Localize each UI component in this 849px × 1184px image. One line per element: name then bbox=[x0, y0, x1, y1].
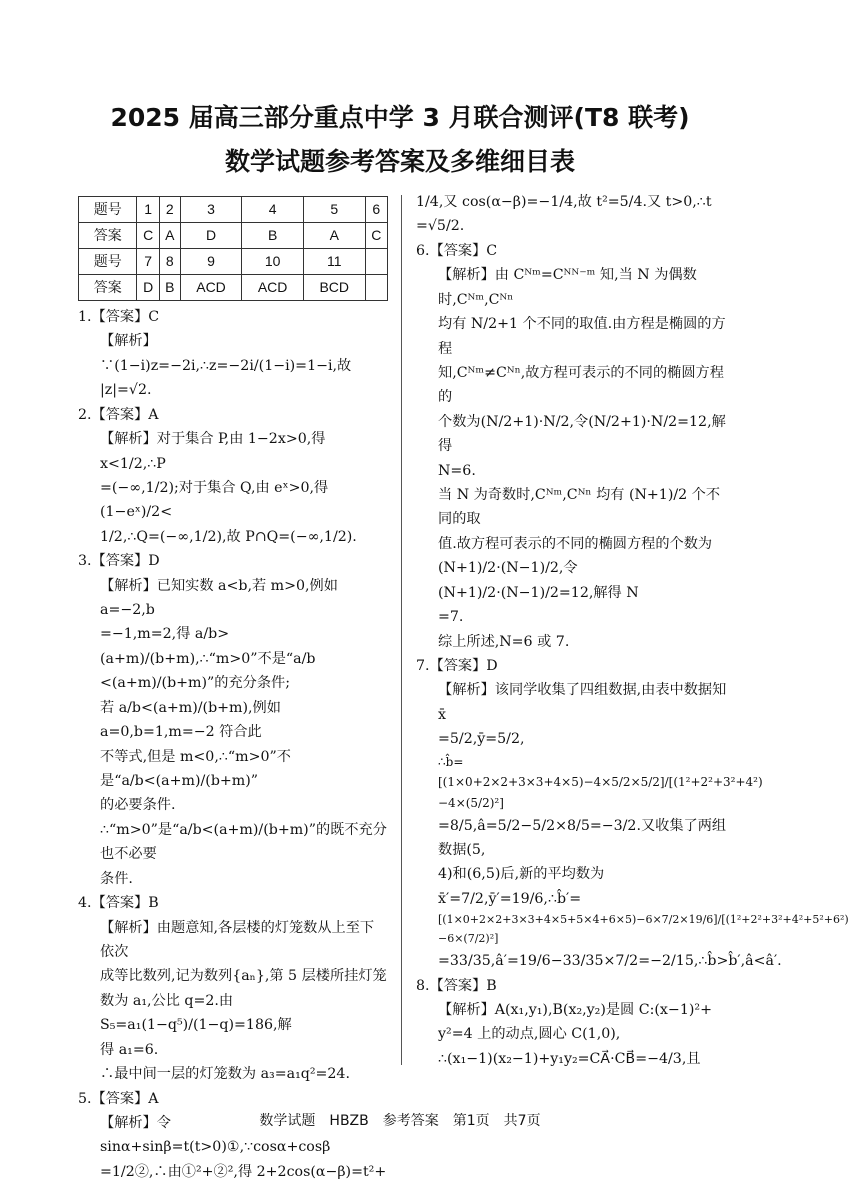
q6-answer: 6.【答案】C bbox=[416, 242, 498, 259]
table-row: 答案 C A D B A C bbox=[79, 223, 388, 249]
q6-solution: 【解析】由 Cᴺᵐ=Cᴺᴺ⁻ᵐ 知,当 N 为偶数时,Cᴺᵐ,Cᴺⁿ bbox=[438, 267, 697, 308]
page-title: 2025 届高三部分重点中学 3 月联合测评(T8 联考) bbox=[110, 103, 690, 132]
q3-solution: 条件. bbox=[100, 870, 133, 887]
q8-solution: ∴(x₁−1)(x₂−1)+y₁y₂=CA⃗·CB⃗=−4/3,且 bbox=[438, 1050, 701, 1067]
q7-answer: 7.【答案】D bbox=[416, 658, 498, 675]
q6-solution: 综上所述,N=6 或 7. bbox=[438, 633, 570, 650]
q6-solution: 均有 N/2+1 个不同的取值.由方程是椭圆的方程 bbox=[438, 316, 726, 357]
q3-solution: 的必要条件. bbox=[100, 797, 176, 814]
q2-solution: 1/2,∴Q=(−∞,1/2),故 P∩Q=(−∞,1/2). bbox=[100, 528, 357, 545]
q7-formula: ∴b̂=[(1×0+2×2+3×3+4×5)−4×5/2×5/2]/[(1²+2²+3²+4²)−4×(5/2)²] bbox=[438, 754, 763, 810]
left-column bbox=[78, 190, 388, 1184]
q7-solution: =33/35,â′=19/6−33/35×7/2=−2/15,∴b̂>b̂′,â<â′. bbox=[438, 953, 782, 970]
q7-solution: =8/5,â=5/2−5/2×8/5=−3/2.又收集了两组数据(5, bbox=[438, 817, 727, 858]
page-footer: 数学试题 HBZB 参考答案 第1页 共7页 bbox=[259, 1113, 541, 1129]
q4-answer: 4.【答案】B bbox=[78, 895, 159, 912]
q7-solution: 4)和(6,5)后,新的平均数为 x̄′=7/2,ȳ′=19/6,∴b̂′= bbox=[438, 866, 605, 907]
q5-answer: 5.【答案】A bbox=[78, 1090, 159, 1107]
table-row: 题号 1 2 3 4 5 6 bbox=[79, 197, 388, 223]
q4-solution: 数为 a₁,公比 q=2.由 S₅=a₁(1−q⁵)/(1−q)=186,解 bbox=[100, 992, 292, 1034]
q8-solution: y²=4 上的动点,圆心 C(1,0), bbox=[438, 1026, 621, 1043]
answer-table bbox=[78, 196, 388, 301]
q5-solution: 1/4,又 cos(α−β)=−1/4,故 t²=5/4.又 t>0,∴t bbox=[416, 194, 712, 210]
q7-formula: [(1×0+2×2+3×3+4×5+5×4+6×5)−6×7/2×19/6]/[(1²+2²+3²+4²+5²+6²)−6×(7/2)²] bbox=[438, 913, 849, 946]
q7-solution: =5/2,ȳ=5/2, bbox=[438, 731, 525, 748]
table-row: 答案 D B ACD ACD BCD bbox=[79, 275, 388, 301]
q3-solution: <(a+m)/(b+m)”的充分条件; bbox=[100, 675, 291, 692]
page-subtitle: 数学试题参考答案及多维细目表 bbox=[224, 147, 575, 176]
q6-solution: (N+1)/2·(N−1)/2,令 (N+1)/2·(N−1)/2=12,解得 N bbox=[438, 560, 639, 601]
q3-solution: 若 a/b<(a+m)/(b+m),例如 a=0,b=1,m=−2 符合此 bbox=[100, 699, 281, 741]
q6-solution: 值.故方程可表示的不同的椭圆方程的个数为 bbox=[438, 535, 713, 552]
q5-solution: =√5/2. bbox=[416, 218, 465, 235]
q6-solution: 当 N 为奇数时,Cᴺᵐ,Cᴺⁿ 均有 (N+1)/2 个不同的取 bbox=[438, 487, 721, 528]
q3-solution: 不等式,但是 m<0,∴“m>0”不是“a/b<(a+m)/(b+m)” bbox=[100, 748, 291, 790]
q1-solution: |z|=√2. bbox=[100, 382, 152, 399]
q3-solution: ∴“m>0”是“a/b<(a+m)/(b+m)”的既不充分也不必要 bbox=[100, 821, 387, 863]
q6-solution: N=6. bbox=[438, 462, 476, 479]
q5-solution: =1/2②,∴由①²+②²,得 2+2cos(α−β)=t²+ bbox=[100, 1163, 387, 1180]
q6-solution: 知,Cᴺᵐ≠Cᴺⁿ,故方程可表示的不同的椭圆方程的 bbox=[438, 364, 724, 406]
q8-solution: 【解析】A(x₁,y₁),B(x₂,y₂)是圆 C:(x−1)²+ bbox=[438, 1001, 712, 1018]
table-row: 题号 7 8 9 10 11 bbox=[79, 249, 388, 275]
column-divider bbox=[401, 195, 402, 1065]
q2-answer: 2.【答案】A bbox=[78, 406, 159, 423]
q6-solution: 个数为(N/2+1)·N/2,令(N/2+1)·N/2=12,解得 bbox=[438, 413, 726, 455]
q3-solution: =−1,m=2,得 a/b>(a+m)/(b+m),∴“m>0”不是“a/b bbox=[100, 626, 316, 667]
q8-answer: 8.【答案】B bbox=[416, 977, 497, 994]
q3-answer: 3.【答案】D bbox=[78, 553, 160, 570]
q1-solution: 【解析】∵(1−i)z=−2i,∴z=−2i/(1−i)=1−i,故 bbox=[100, 333, 352, 374]
q2-solution: =(−∞,1/2);对于集合 Q,由 eˣ>0,得 (1−eˣ)/2< bbox=[100, 479, 329, 521]
q4-solution: ∴最中间一层的灯笼数为 a₃=a₁q²=24. bbox=[100, 1066, 350, 1083]
right-column bbox=[416, 190, 849, 1071]
q4-solution: 得 a₁=6. bbox=[100, 1041, 159, 1058]
q5-solution: 【解析】令 sinα+sinβ=t(t>0)①,∵cosα+cosβ bbox=[100, 1114, 331, 1156]
q6-solution: =7. bbox=[438, 609, 464, 626]
q4-solution: 成等比数列,记为数列{aₙ},第 5 层楼所挂灯笼 bbox=[100, 968, 387, 985]
q7-solution: 【解析】该同学收集了四组数据,由表中数据知 x̄ bbox=[438, 682, 727, 723]
q4-solution: 【解析】由题意知,各层楼的灯笼数从上至下依次 bbox=[100, 919, 375, 960]
q1-answer: 1.【答案】C bbox=[78, 309, 160, 325]
q3-solution: 【解析】已知实数 a<b,若 m>0,例如 a=−2,b bbox=[100, 577, 338, 619]
q2-solution: 【解析】对于集合 P,由 1−2x>0,得 x<1/2,∴P bbox=[100, 431, 326, 472]
